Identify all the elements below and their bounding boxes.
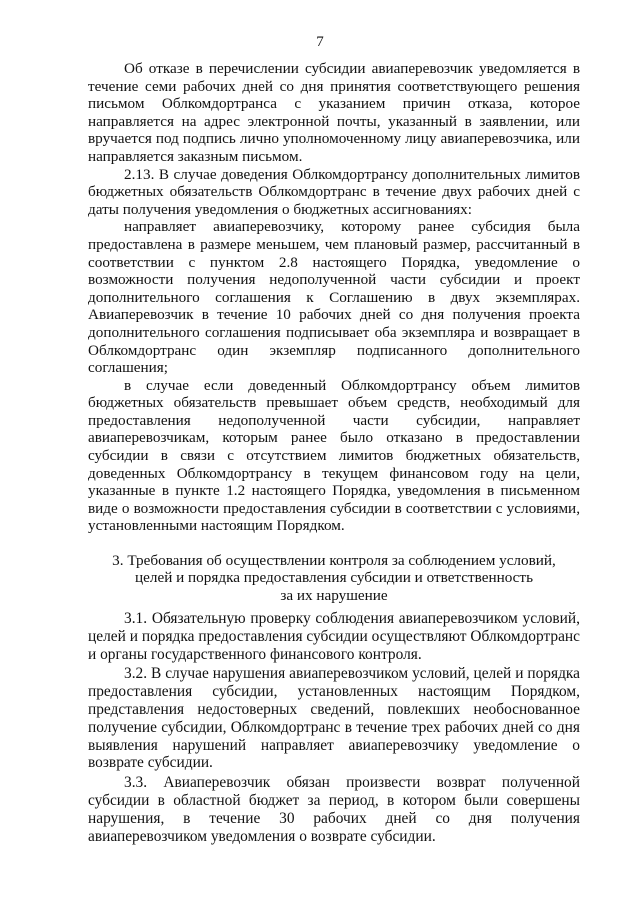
section-heading-line-1: 3. Требования об осуществлении контроля за соблюдением условий, [112, 552, 556, 569]
section-heading-line-3: за их нарушение [280, 586, 388, 604]
paragraph-2-13: 2.13. В случае доведения Облкомдортрансу дополнительных лимитов бюджетных обязательств Облкомдортранс в течение двух рабочих дней с даты получения уведомления о бюджетных ассигнованиях: [88, 165, 580, 218]
page-number: 7 [316, 34, 324, 50]
document-body [88, 60, 580, 535]
section-heading [88, 552, 580, 604]
paragraph-sends-notice: направляет авиаперевозчику, которому ранее субсидия была предоставлена в размере меньшем, чем плановый размер, рассчитанный в соответствии с пунктом 2.8 настоящего Порядка, уведомление о возможности получения недополученной части субсидии и проект дополнительного соглашения к Соглашению в двух экземплярах. Авиаперевозчик в течение 10 рабочих дней со дня получения проекта дополнительного соглашения подписывает оба экземпляра и возвращает в Облкомдортранс один экземпляр подписанного дополнительного соглашения; [88, 218, 580, 377]
paragraph-excess-limits: в случае если доведенный Облкомдортрансу объем лимитов бюджетных обязательств превышает объем средств, необходимый для предоставления недополученной части субсидии, направляет авиаперевозчикам, которым ранее было отказано в предоставлении субсидии в связи с отсутствием лимитов бюджетных обязательств, доведенных Облкомдортрансу в текущем финансовом году на цели, указанные в пункте 1.2 настоящего Порядка, уведомления в письменном виде о возможности предоставления субсидии в соответствии с условиями, установленными настоящим Порядком. [88, 376, 580, 535]
paragraph-3-3: 3.3. Авиаперевозчик обязан произвести возврат полученной субсидии в областной бюджет за период, в котором были совершены нарушения, в течение 30 рабочих дней со дня получения авиаперевозчиком уведомления о возврате субсидии. [88, 774, 580, 845]
paragraph-refusal: Об отказе в перечислении субсидии авиаперевозчик уведомляется в течение семи рабочих дней со дня принятия соответствующего решения письмом Облкомдортранса с указанием причин отказа, которое направляется на адрес электронной почты, указанный в заявлении, или вручается под подпись лично уполномоченному лицу авиаперевозчика, или направляется заказным письмом. [88, 60, 580, 165]
section-heading-line-2: целей и порядка предоставления субсидии и ответственность [135, 569, 533, 587]
paragraph-3-2: 3.2. В случае нарушения авиаперевозчиком условий, целей и порядка предоставления субсидии, установленных настоящим Порядком, представления недостоверных сведений, повлекших необоснованное получение субсидии, Облкомдортранс в течение трех рабочих дней со дня выявления нарушений направляет авиаперевозчику уведомление о возврате субсидии. [88, 665, 580, 772]
paragraph-3-1: 3.1. Обязательную проверку соблюдения авиаперевозчиком условий, целей и порядка предоставления субсидии осуществляют Облкомдортранс и органы государственного финансового контроля. [88, 610, 580, 663]
section-body [88, 610, 580, 845]
